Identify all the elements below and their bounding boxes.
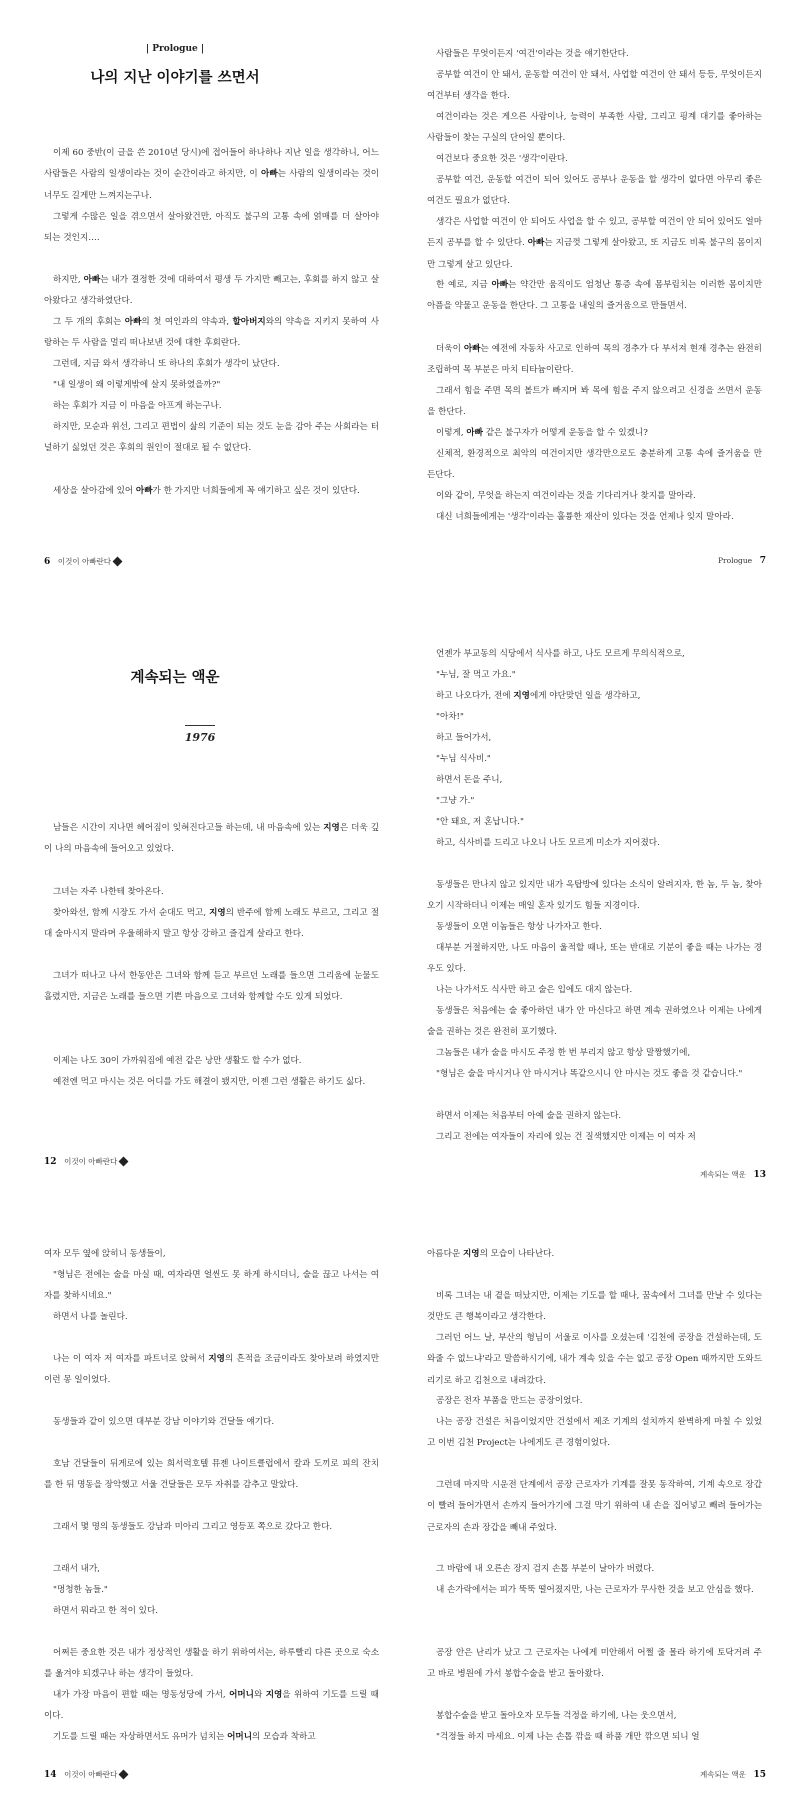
book-title: 이것이 아빠란다	[64, 1770, 118, 1779]
paragraph	[44, 903, 379, 946]
text-run: 세상을 살아감에 있어	[53, 486, 136, 496]
paragraph	[427, 444, 762, 487]
text-run: 내 손가락에서는 피가 뚝뚝 떨어졌지만, 나는 근로자가 무사한 것을 보고 안심을 했다.	[436, 1585, 754, 1595]
paragraph	[427, 980, 762, 1001]
page-number: 12	[44, 1157, 57, 1167]
emphasized-name: 어머니	[229, 1690, 254, 1700]
paragraph	[44, 1685, 379, 1728]
page-number: 15	[753, 1770, 766, 1780]
text-run: 그러던 어느 날, 부산의 형님이 서울로 이사를 오셨는데 '김천에 공장을 건설하는데, 도와줄 수 없느냐'라고 말씀하시기에, 내가 계속 있을 수는 없고 공장 Open 때까지만 도와드리기로 하고 김천으로 내려갔다.	[427, 1333, 762, 1386]
section-label: Prologue	[717, 556, 753, 565]
text-run: 하면서 뭐라고 한 적이 있다.	[53, 1606, 158, 1616]
paragraph	[44, 396, 379, 417]
text-run: 이제는 나도 30이 가까워짐에 예전 같은 낭만 생활도 할 수가 없다.	[53, 1056, 302, 1066]
text-run: 나는 나가서도 식사만 하고 술은 입에도 대지 않는다.	[436, 985, 633, 995]
chapter-label: 계속되는 액운	[699, 1770, 746, 1779]
paragraph	[44, 207, 379, 250]
text-run: 이와 같이, 무엇을 하는지 여건이라는 것을 기다리거나 찾지를 말아라.	[436, 491, 696, 501]
emphasized-name: 아빠	[83, 275, 101, 285]
emphasized-name: 지영	[208, 1354, 225, 1364]
text-run: 에게 야단맞던 일을 생각하고,	[529, 691, 641, 701]
paragraph	[427, 938, 762, 981]
folio	[44, 1156, 127, 1167]
paragraph	[427, 507, 762, 528]
text-run: 나는 이 여자 저 여자를 파트너로 앉혀서	[53, 1354, 209, 1364]
paragraph	[44, 481, 379, 502]
text-run: 기도를 드릴 때는 자상하면서도 유머가 넘치는	[53, 1732, 228, 1742]
folio	[700, 1769, 766, 1780]
emphasized-name: 지영	[462, 1249, 480, 1259]
text-run: 대부분 거절하지만, 나도 마음이 울적할 때나, 또는 반대로 기분이 좋을 때는 나가는 경우도 있다.	[427, 943, 762, 975]
paragraph	[44, 1727, 379, 1748]
text-run: 하지만,	[53, 275, 84, 285]
text-run: 남들은 시간이 지나면 헤어짐이 잊혀진다고들 하는데, 내 마음속에 있는	[53, 823, 324, 833]
emphasized-name: 아빠	[466, 428, 483, 438]
paragraph	[44, 312, 379, 355]
text-run: 그런데, 지금 와서 생각하니 또 하나의 후회가 생각이 났단다.	[53, 359, 280, 369]
paragraph	[427, 1391, 762, 1412]
page-6	[0, 0, 405, 600]
page-number: 14	[44, 1770, 57, 1780]
text-run: 그리고 전에는 여자들이 자리에 있는 건 질색했지만 이제는 이 여자 저	[436, 1132, 696, 1142]
paragraph	[427, 275, 762, 318]
text-run: 공장은 전자 부품을 만드는 공장이었다.	[436, 1396, 583, 1406]
text-run: 가 한 가지만 너희들에게 꼭 얘기하고 싶은 것이 있단다.	[152, 486, 360, 496]
text-run: "안 돼요, 저 혼납니다."	[436, 817, 524, 827]
paragraph	[44, 1517, 379, 1538]
paragraph	[44, 1072, 379, 1093]
text-run: "누님, 잘 먹고 가요."	[436, 670, 516, 680]
text-run: 신체적, 환경적으로 최악의 여건이지만 생각만으로도 충분하게 고통 속에 즐거움을 만든단다.	[427, 449, 762, 481]
text-run: 공부할 여건, 운동할 여건이 되어 있어도 공부나 운동을 할 생각이 없다면 아무리 좋은 여건도 필요가 없단다.	[427, 175, 762, 207]
chapter-title: 나의 지난 이야기를 쓰면서	[90, 69, 260, 86]
text-run: 그놈들은 내가 술을 마시도 주정 한 번 부리지 않고 항상 말짱했기에,	[436, 1048, 691, 1058]
text-run: 생각은 사업할 여건이 안 되어도 사업을 할 수 있고, 공부할 여건이 안 되어 있어도 얼마든지 공부를 할 수 있단다.	[427, 217, 762, 249]
text-run: "내 일생이 왜 이렇게밖에 살지 못하였을까?"	[53, 380, 221, 390]
text-run: 의 모습과 착하고	[252, 1732, 316, 1742]
chapter-tag: | Prologue |	[145, 44, 205, 54]
text-run: 한 예로, 지금	[436, 280, 492, 290]
text-run: 봉합수술을 받고 돌아오자 모두들 걱정을 하기에, 나는 웃으면서,	[436, 1711, 677, 1721]
emphasized-name: 아빠	[261, 169, 278, 180]
text-run: 하면서 나를 놀린다.	[53, 1312, 128, 1322]
paragraph	[44, 1454, 379, 1497]
emphasized-name: 지영	[209, 908, 226, 918]
emphasized-name: 어머니	[227, 1732, 253, 1742]
paragraph	[427, 1580, 762, 1601]
paragraph	[427, 1106, 762, 1127]
text-run: 비록 그녀는 내 곁을 떠났지만, 이제는 기도를 할 때나, 꿈속에서 그녀를 만날 수 있다는 것만도 큰 행복이라고 생각한다.	[427, 1291, 762, 1323]
text-run: "누님 식사비."	[436, 754, 491, 764]
emphasized-name: 아빠	[527, 238, 545, 249]
page-number: 13	[753, 1170, 766, 1180]
text-run: 하고, 식사비를 드리고 나오니 나도 모르게 미소가 지어졌다.	[436, 838, 660, 848]
chapter-title: 계속되는 액운	[130, 669, 220, 686]
text-run: 내가 가장 마음이 편할 때는 명동성당에 가서,	[53, 1690, 230, 1700]
paragraph	[44, 1307, 379, 1328]
paragraph	[427, 770, 762, 791]
paragraph	[427, 65, 762, 108]
text-run: 의 흔적을 조금이라도 찾아보려 하였지만 이런 몽 일이었다.	[44, 1354, 379, 1386]
text-run: "걱정들 하지 마세요. 이제 나는 손톱 깎을 때 하품 개만 깎으면 되니 얼	[436, 1732, 700, 1742]
text-run: 는 예전에 자동차 사고로 인하여 목의 경추가 다 부서져 현재 경추는 완전히 조립하여 목 부분은 마치 티타늄이란다.	[427, 344, 762, 376]
paragraph	[44, 1051, 379, 1072]
page-14	[0, 1200, 405, 1800]
paragraph	[44, 1559, 379, 1580]
text-run: 언젠가 부교동의 식당에서 식사를 하고, 나도 모르게 무의식적으로,	[436, 649, 685, 659]
text-run: 이렇게,	[436, 428, 467, 438]
paragraph	[427, 107, 762, 150]
chapter-year: 1976	[184, 731, 216, 744]
text-run: 하고 나오다가, 전에	[436, 691, 514, 701]
book-title: 이것이 아빠란다	[64, 1157, 118, 1166]
text-run: 대신 너희들에게는 '생각'이라는 훌륭한 재산이 있다는 것을 언제나 잊지 말아라.	[436, 512, 734, 522]
paragraph	[44, 270, 379, 313]
text-run: 는 지금껏 그렇게 살아왔고, 또 지금도 비록 불구의 몸이지만 그렇게 살고 있단다.	[427, 238, 762, 270]
text-run: 그 두 개의 후회는	[53, 317, 125, 327]
paragraph	[44, 1412, 379, 1433]
text-run: 동생들은 처음에는 술 좋아하던 내가 안 마신다고 하면 계속 권하였으나 이제는 나에게 술을 권하는 것은 완전히 포기했다.	[427, 1006, 762, 1038]
paragraph	[44, 1244, 379, 1265]
text-run: 그렇게 수많은 일을 겪으면서 살아왔건만, 아직도 불구의 고통 속에 얽매를 더 살아야 되는 것인지….	[44, 212, 379, 244]
text-run: 동생들과 같이 있으면 대부분 강남 이야기와 건달들 얘기다.	[53, 1417, 275, 1427]
text-run: 와	[253, 1690, 266, 1700]
paragraph	[427, 1127, 762, 1148]
text-run: 은 더욱 깊이 나의 마음속에 들어오고 있었다.	[44, 823, 379, 855]
text-run: 의 반주에 함께 노래도 부르고, 그리고 절대 술마시지 말라며 우울해하지 말고 항상 강하고 즐겁게 살라고 한다.	[44, 908, 379, 940]
text-run: 의 모습이 나타난다.	[479, 1249, 555, 1259]
paragraph	[427, 1043, 762, 1064]
spread-chapter	[0, 600, 810, 1200]
emphasized-name: 아빠	[124, 317, 142, 327]
paragraph	[427, 728, 762, 749]
text-run: 호남 건달들이 뒤게로에 있는 희서럭호텔 뮤젠 나이트클럽에서 칼과 도끼로 피의 잔치를 한 뒤 명동을 장악했고 서울 건달들은 모두 자취를 감추고 말았다.	[44, 1459, 379, 1491]
text-run: 그런데 마지막 시운전 단계에서 공장 근로자가 기계를 잘못 동작하여, 기계 속으로 장갑이 빨려 들어가면서 손까지 들어가기에 그걸 막기 위하여 내 손을 집어넣고 빼려 들어가는 근로자의 손과 장갑을 빼내 주었다.	[427, 1480, 762, 1533]
ornament-icon	[113, 557, 123, 567]
text-run: 어쩌든 중요한 것은 내가 정상적인 생활을 하기 위하여서는, 하루빨리 다른 곳으로 숙소를 옮겨야 되겠구나 하는 생각이 들었다.	[44, 1648, 379, 1680]
text-run: 는 내가 결정한 것에 대하여서 평생 두 가지만 빼고는, 후회를 하지 않고 살아왔다고 생각하였단다.	[44, 275, 380, 307]
page-12	[0, 600, 405, 1200]
page-number: 7	[759, 556, 766, 566]
paragraph	[44, 882, 379, 903]
paragraph	[427, 1412, 762, 1455]
folio	[700, 1169, 766, 1180]
text-run: 여자 모두 옆에 앉히니 동생들이,	[44, 1249, 166, 1259]
paragraph	[427, 1244, 762, 1265]
text-run: "형님은 술을 마시거나 안 마시거나 똑같으시니 안 마시는 것도 좋을 것 같습니다."	[436, 1069, 743, 1079]
text-run: 동생들이 오면 이놈들은 항상 나가자고 한다.	[436, 922, 602, 932]
paragraph	[427, 833, 762, 854]
paragraph	[44, 1265, 379, 1308]
paragraph	[44, 1601, 379, 1622]
chapter-label: 계속되는 액운	[699, 1170, 746, 1179]
text-run: 는 사람의 일생이라는 것이 너무도 길게만 느껴지는구나.	[44, 169, 379, 201]
paragraph	[427, 212, 762, 276]
text-run: 와의 약속을 지키지 못하여 사랑하는 두 사람을 멀리 떠나보낸 것에 대한 후회란다.	[44, 317, 379, 349]
text-run: 하면서 이제는 처음부터 아예 술을 권하지 않는다.	[436, 1111, 622, 1121]
paragraph	[44, 966, 379, 1009]
emphasized-name: 아빠	[491, 280, 509, 290]
text-run: 공장 안은 난리가 났고 그 근로자는 나에게 미안해서 어쩔 줄 몰라 하기에 토닥거려 주고 바로 병원에 가서 봉합수술을 받고 돌아왔다.	[427, 1648, 762, 1680]
paragraph	[427, 1475, 762, 1539]
paragraph	[427, 170, 762, 213]
text-run: 찾아와선, 함께 시장도 가서 순대도 먹고,	[53, 908, 210, 918]
text-run: 사람들은 무엇이든지 '여건'이라는 것을 얘기한단다.	[436, 49, 629, 59]
text-run: "멍청한 놈들."	[53, 1585, 108, 1595]
emphasized-name: 할아버지	[232, 317, 266, 327]
text-run: 동생들은 만나지 않고 있지만 내가 옥탑방에 있다는 소식이 알려지자, 한 놈, 두 놈, 찾아오기 시작하더니 이제는 매일 혼자 있기도 힘들 지경이다.	[427, 880, 762, 912]
text-run: 나는 공장 건설은 처음이었지만 건설에서 제조 기계의 설치까지 완벽하게 마칠 수 있었고 이번 김천 Project는 나에게도 큰 경험이었다.	[427, 1417, 762, 1449]
text-run: 그래서 몇 명의 동생들도 강남과 미아리 그리고 영등포 쪽으로 갔다고 한다.	[53, 1522, 333, 1532]
paragraph	[427, 749, 762, 770]
paragraph	[427, 1328, 762, 1392]
paragraph	[44, 417, 379, 460]
text-run: 그래서 힘을 주면 목의 볼트가 빠지며 봐 목에 힘을 주지 않으려고 신경을 쓰면서 운동을 한단다.	[427, 386, 762, 418]
text-run: 는 약간만 움직이도 엄청난 통증 속에 몸부림치는 이러한 몸이지만 아픔을 약물고 운동을 한단다. 그 고통을 내일의 즐거움으로 만들면서.	[427, 280, 763, 312]
spread-prologue	[0, 0, 810, 600]
text-run: "그냥 가."	[436, 796, 475, 806]
paragraph	[427, 423, 762, 444]
text-run: 그 바람에 내 오른손 장지 검지 손톱 부분이 날아가 버렸다.	[436, 1564, 655, 1574]
emphasized-name: 아빠	[135, 486, 153, 496]
paragraph	[44, 1349, 379, 1392]
text-run: 그녀는 자주 나한테 찾아온다.	[53, 887, 164, 897]
folio	[44, 556, 121, 567]
emphasized-name: 아빠	[463, 344, 481, 354]
paragraph	[44, 1580, 379, 1601]
emphasized-name: 지영	[513, 691, 530, 701]
paragraph	[427, 1706, 762, 1727]
emphasized-name: 지영	[323, 823, 340, 833]
paragraph	[427, 381, 762, 424]
folio	[44, 1769, 127, 1780]
paragraph	[44, 1643, 379, 1686]
paragraph	[427, 791, 762, 812]
text-run: 을 위하여 기도를 드릴 때이다.	[44, 1690, 379, 1722]
paragraph	[44, 375, 379, 396]
paragraph	[427, 1001, 762, 1044]
text-run: 하는 후회가 지금 이 마음을 아프게 하는구나.	[53, 401, 222, 411]
ornament-icon	[119, 1157, 129, 1167]
paragraph	[44, 818, 379, 861]
spread-continued	[0, 1200, 810, 1800]
ornament-icon	[119, 1770, 129, 1780]
text-run: 공부할 여건이 안 돼서, 운동할 여건이 안 돼서, 사업할 여건이 안 돼서 등등, 무엇이든지 여건부터 생각을 한다.	[427, 70, 762, 102]
paragraph	[427, 44, 762, 65]
paragraph	[427, 1727, 762, 1748]
paragraph	[427, 686, 762, 707]
paragraph	[427, 1064, 762, 1085]
paragraph	[427, 486, 762, 507]
text-run: 같은 불구자가 어떻게 운동을 할 수 있겠니?	[482, 428, 648, 438]
text-run: 하지만, 모순과 위선, 그리고 편법이 삶의 기준이 되는 것도 눈을 감아 주는 사회라는 터널하기 싫었던 것은 후회의 원인이 절대로 될 수 없단다.	[44, 422, 379, 454]
text-run: 여건이라는 것은 게으른 사람이나, 능력이 부족한 사람, 그리고 핑계 대기를 좋아하는 사람들이 찾는 구실의 단어일 뿐이다.	[427, 112, 762, 144]
paragraph	[427, 1559, 762, 1580]
text-run: 예전엔 먹고 마시는 것은 어디를 가도 해결이 됐지만, 이젠 그런 생활은 하기도 싫다.	[53, 1077, 366, 1087]
text-run: "아차!"	[436, 712, 464, 722]
page-15	[405, 1200, 810, 1800]
page-13	[405, 600, 810, 1200]
book-title: 이것이 아빠란다	[57, 557, 112, 566]
emphasized-name: 지영	[265, 1690, 283, 1700]
folio	[718, 556, 766, 566]
text-run: 하면서 돈을 주니,	[436, 775, 503, 785]
text-run: 하고 들어가서,	[436, 733, 492, 743]
text-run: 그래서 내가,	[53, 1564, 100, 1574]
paragraph	[427, 149, 762, 170]
page-7	[405, 0, 810, 600]
text-run: 더욱이	[436, 344, 464, 354]
text-run: 의 첫 여인과의 약속과,	[141, 317, 233, 327]
text-run: 아름다운	[427, 1249, 463, 1259]
paragraph	[44, 354, 379, 375]
paragraph	[427, 665, 762, 686]
paragraph	[44, 143, 379, 207]
paragraph	[427, 812, 762, 833]
paragraph	[427, 644, 762, 665]
paragraph	[427, 339, 762, 382]
paragraph	[427, 707, 762, 728]
paragraph	[427, 875, 762, 918]
paragraph	[427, 1643, 762, 1686]
paragraph	[427, 917, 762, 938]
text-run: 이제 60 중반(이 글을 쓴 2010년 당시)에 접어들어 하나하나 지난 일을 생각하니, 어느 사람들은 사람의 일생이라는 것이 순간이라고 하지만, 이	[44, 148, 379, 180]
text-run: "형님은 전에는 술을 마실 때, 여자라면 얼씬도 못 하게 하시더니, 술을 끊고 나서는 여자를 찾하시네요."	[44, 1270, 379, 1302]
page-number: 6	[44, 557, 51, 567]
year-rule	[185, 725, 215, 726]
paragraph	[427, 1286, 762, 1329]
text-run: 여건보다 중요한 것은 '생각'이란다.	[436, 154, 568, 164]
text-run: 그녀가 떠나고 나서 한동안은 그녀와 함께 듣고 부르던 노래를 들으면 그리움에 눈물도 흘렸지만, 지금은 노래를 들으면 기쁜 마음으로 그녀와 함께할 수도 있게 되었다.	[44, 971, 379, 1003]
